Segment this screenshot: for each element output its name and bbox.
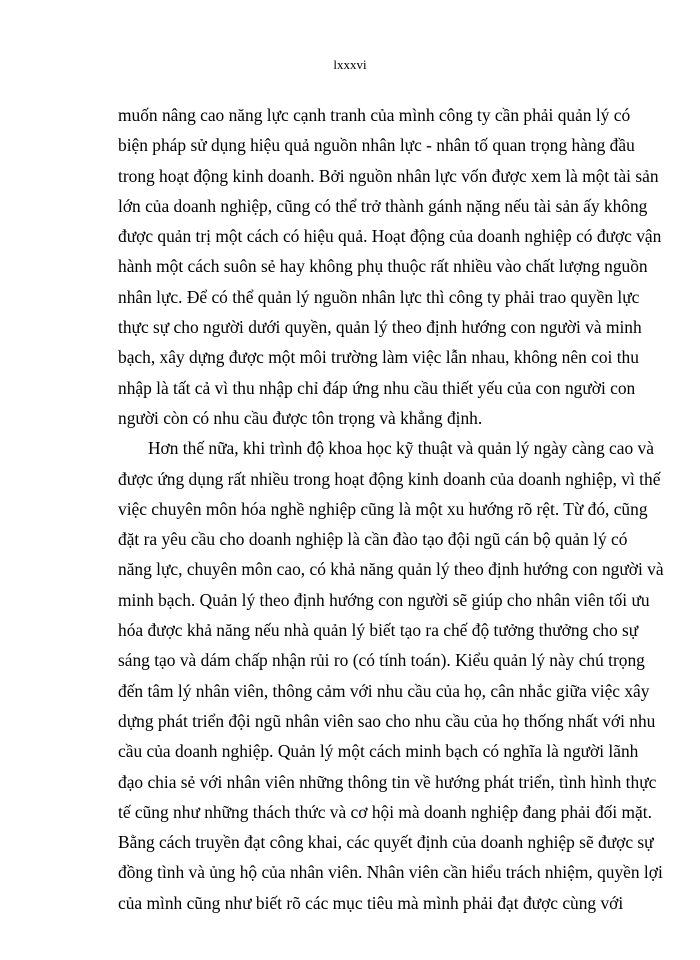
text-line: thực sự cho người dưới quyền, quản lý theo định hướng con người và minh [118, 317, 642, 338]
text-line: minh bạch. Quản lý theo định hướng con người sẽ giúp cho nhân viên tối ưu [118, 589, 650, 610]
text-line: nhân lực. Để có thể quản lý nguồn nhân lực thì công ty phải trao quyền lực [118, 286, 640, 307]
text-line: Hơn thế nữa, khi trình độ khoa học kỹ thuật và quản lý ngày càng cao và [148, 438, 654, 459]
text-line: hóa được khả năng nếu nhà quản lý biết tạo ra chế độ tưởng thưởng cho sự [118, 620, 639, 641]
text-line: đồng tình và ủng hộ của nhân viên. Nhân viên cần hiểu trách nhiệm, quyền lợi [118, 862, 663, 883]
text-line: đạo chia sẻ với nhân viên những thông tin về hướng phát triển, tình hình thực [118, 771, 657, 792]
text-line: lớn của doanh nghiệp, cũng có thể trở thành gánh nặng nếu tài sản ấy không [118, 195, 648, 216]
page-number: lxxxvi [333, 57, 367, 72]
text-line: nhập là tất cả vì thu nhập chỉ đáp ứng nhu cầu thiết yếu của con người con [118, 377, 636, 398]
text-line: của mình cũng như biết rõ các mục tiêu mà mình phải đạt được cùng với [118, 892, 624, 913]
text-line: tế cũng như những thách thức và cơ hội mà doanh nghiệp đang phải đối mặt. [118, 801, 652, 822]
text-line: hành một cách suôn sẻ hay không phụ thuộc rất nhiều vào chất lượng nguồn [118, 256, 648, 277]
body-text [118, 100, 664, 918]
text-line: đến tâm lý nhân viên, thông cảm với nhu cầu của họ, cân nhắc giữa việc xây [118, 680, 650, 701]
text-line: trong hoạt động kinh doanh. Bởi nguồn nhân lực vốn được xem là một tài sản [118, 165, 659, 186]
text-line: muốn nâng cao năng lực cạnh tranh của mình công ty cần phải quản lý có [118, 105, 631, 125]
text-line: được ứng dụng rất nhiều trong hoạt động kinh doanh của doanh nghiệp, vì thế [118, 468, 661, 489]
text-line: Bằng cách truyền đạt công khai, các quyết định của doanh nghiệp sẽ được sự [118, 832, 654, 853]
paragraph-1 [118, 100, 662, 433]
text-line: sáng tạo và dám chấp nhận rủi ro (có tính toán). Kiểu quản lý này chú trọng [118, 650, 645, 671]
text-line: việc chuyên môn hóa nghề nghiệp cũng là một xu hướng rõ rệt. Từ đó, cũng [118, 498, 648, 519]
text-line: bạch, xây dựng được một môi trường làm việc lẫn nhau, không nên coi thu [118, 347, 639, 368]
text-line: được quản trị một cách có hiệu quả. Hoạt động của doanh nghiệp có được vận [118, 226, 662, 247]
text-line: dựng phát triển đội ngũ nhân viên sao cho nhu cầu của họ thống nhất với nhu [118, 710, 656, 731]
text-line: người còn có nhu cầu được tôn trọng và khẳng định. [118, 407, 483, 428]
text-line: cầu của doanh nghiệp. Quản lý một cách minh bạch có nghĩa là người lãnh [118, 741, 639, 762]
text-line: năng lực, chuyên môn cao, có khả năng quản lý theo định hướng con người và [118, 559, 664, 580]
text-line: đặt ra yêu cầu cho doanh nghiệp là cần đào tạo đội ngũ cán bộ quản lý có [118, 529, 628, 550]
paragraph-2 [118, 433, 664, 918]
text-line: biện pháp sử dụng hiệu quả nguồn nhân lực - nhân tố quan trọng hàng đầu [118, 135, 635, 156]
